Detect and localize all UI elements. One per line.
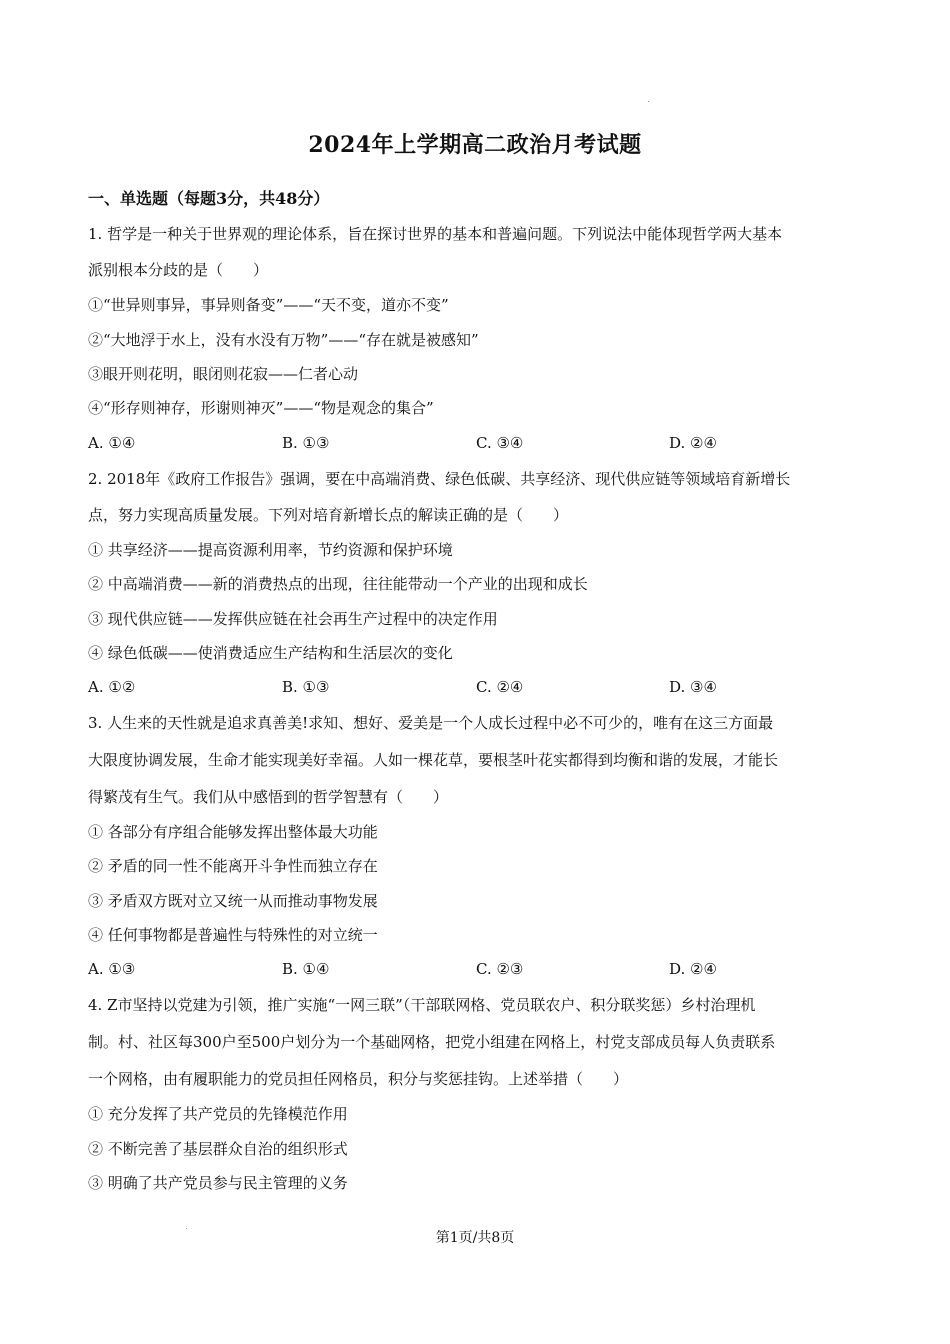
question-1-item-1: ①“世异则事异，事异则备变”——“天不变，道亦不变” [88, 296, 449, 314]
question-1-option-a[interactable]: A. ①④ [88, 434, 136, 452]
page-number: 第1页/共8页 [435, 1230, 515, 1246]
question-1-option-d[interactable]: D. ②④ [669, 434, 717, 452]
question-2-option-c[interactable]: C. ②④ [476, 678, 524, 696]
question-3-item-2: ② 矛盾的同一性不能离开斗争性而独立存在 [88, 857, 378, 875]
question-3-item-3: ③ 矛盾双方既对立又统一从而推动事物发展 [88, 892, 378, 910]
question-2-item-1: ① 共享经济——提高资源利用率，节约资源和保护环境 [88, 541, 453, 559]
question-4-stem-line-1: 4. Z市坚持以党建为引领，推广实施“一网三联”（干部联网格、党员联农户、积分联奖惩）乡村治理机 [88, 996, 756, 1014]
question-4-item-2: ② 不断完善了基层群众自治的组织形式 [88, 1140, 348, 1158]
question-3-option-b[interactable]: B. ①④ [282, 960, 330, 978]
section-heading: 一、单选题（每题3分，共48分） [88, 189, 330, 208]
scan-speck [648, 101, 649, 102]
question-3-stem-line-3: 得繁茂有生气。我们从中感悟到的哲学智慧有（ ） [88, 788, 449, 806]
question-1-item-3: ③眼开则花明，眼闭则花寂——仁者心动 [88, 365, 359, 383]
question-4-stem-line-2: 制。村、社区每300户至500户划分为一个基础网格，把党小组建在网格上，村党支部成员每人负责联系 [88, 1033, 776, 1051]
question-3-item-1: ① 各部分有序组合能够发挥出整体最大功能 [88, 823, 378, 841]
question-1-option-b[interactable]: B. ①③ [282, 434, 330, 452]
question-3-stem-line-1: 3. 人生来的天性就是追求真善美!求知、想好、爱美是一个人成长过程中必不可少的，唯有在这三方面最 [88, 714, 774, 732]
question-3-stem-line-2: 大限度协调发展，生命才能实现美好幸福。人如一棵花草，要根茎叶花实都得到均衡和谐的发展，才能长 [88, 751, 779, 769]
question-3-option-d[interactable]: D. ②④ [669, 960, 717, 978]
question-1-option-c[interactable]: C. ③④ [476, 434, 524, 452]
question-1-item-2: ②“大地浮于水上，没有水没有万物”——“存在就是被感知” [88, 331, 479, 349]
question-4-stem-line-3: 一个网格，由有履职能力的党员担任网格员，积分与奖惩挂钩。上述举措（ ） [88, 1070, 629, 1088]
page-title: 2024年上学期高二政治月考试题 [308, 132, 642, 158]
question-2-option-a[interactable]: A. ①② [88, 678, 136, 696]
question-2-option-d[interactable]: D. ③④ [669, 678, 717, 696]
question-3-option-a[interactable]: A. ①③ [88, 960, 136, 978]
question-1-item-4: ④“形存则神存，形谢则神灭”——“物是观念的集合” [88, 399, 434, 417]
question-2-stem-line-2: 点，努力实现高质量发展。下列对培育新增长点的解读正确的是（ ） [88, 506, 569, 524]
question-3-item-4: ④ 任何事物都是普遍性与特殊性的对立统一 [88, 926, 378, 944]
question-3-option-c[interactable]: C. ②③ [476, 960, 524, 978]
question-2-item-3: ③ 现代供应链——发挥供应链在社会再生产过程中的决定作用 [88, 610, 498, 628]
question-2-stem-line-1: 2. 2018年《政府工作报告》强调，要在中高端消费、绿色低碳、共享经济、现代供应链等领域培育新增长 [88, 470, 791, 488]
question-1-stem-line-2: 派别根本分歧的是（ ） [88, 261, 269, 279]
question-4-item-1: ① 充分发挥了共产党员的先锋模范作用 [88, 1105, 348, 1123]
question-1-stem-line-1: 1. 哲学是一种关于世界观的理论体系，旨在探讨世界的基本和普遍问题。下列说法中能体现哲学两大基本 [88, 225, 783, 243]
question-2-item-4: ④ 绿色低碳——使消费适应生产结构和生活层次的变化 [88, 644, 453, 662]
question-2-option-b[interactable]: B. ①③ [282, 678, 330, 696]
question-4-item-3: ③ 明确了共产党员参与民主管理的义务 [88, 1174, 348, 1192]
question-2-item-2: ② 中高端消费——新的消费热点的出现，往往能带动一个产业的出现和成长 [88, 575, 588, 593]
